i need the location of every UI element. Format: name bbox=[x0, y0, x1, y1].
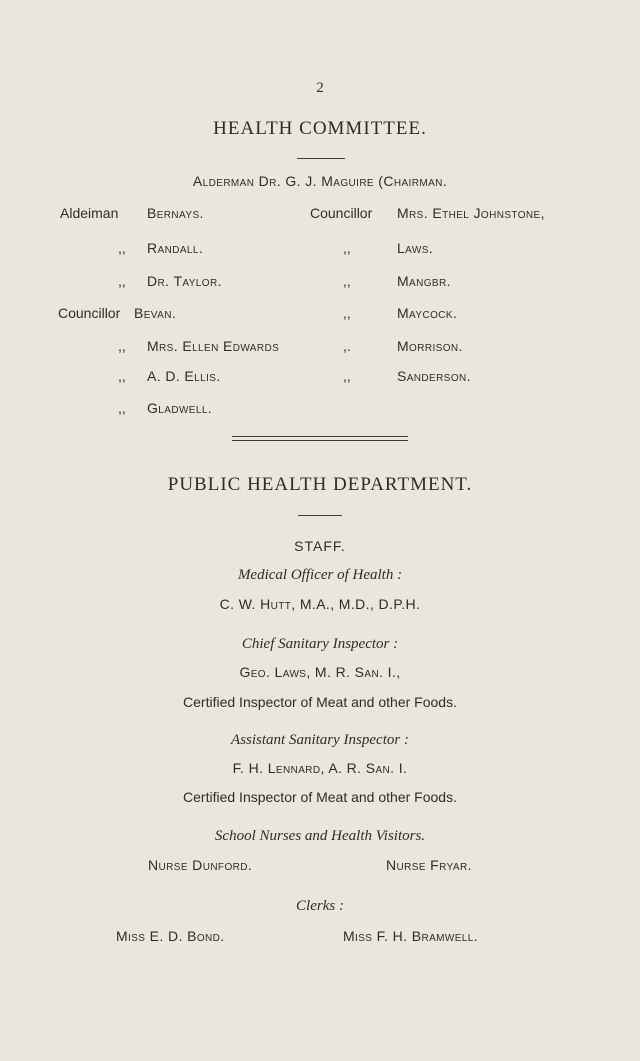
member-name: Mangbr. bbox=[397, 273, 451, 289]
ditto-mark: ,, bbox=[118, 240, 126, 256]
member-role: Councillor bbox=[58, 305, 121, 321]
member-name: Bevan. bbox=[134, 305, 177, 321]
member-name: Gladwell. bbox=[147, 400, 213, 416]
department-divider bbox=[298, 515, 342, 516]
ditto-mark: ,, bbox=[343, 240, 351, 256]
ditto-mark: ,. bbox=[343, 338, 351, 354]
committee-title: HEALTH COMMITTEE. bbox=[213, 118, 427, 139]
nurse-right: Nurse Fryar. bbox=[386, 857, 472, 873]
staff-heading: STAFF. bbox=[294, 538, 346, 554]
member-role: Aldeiman bbox=[60, 205, 119, 221]
member-name: Maycock. bbox=[397, 305, 458, 321]
asi-role: Assistant Sanitary Inspector : bbox=[231, 732, 409, 748]
ditto-mark: ,, bbox=[343, 305, 351, 321]
asi-note: Certified Inspector of Meat and other Foods. bbox=[183, 789, 457, 805]
ditto-mark: ,, bbox=[343, 368, 351, 384]
member-role: Councillor bbox=[310, 205, 373, 221]
nurses-role: School Nurses and Health Visitors. bbox=[214, 828, 426, 844]
clerk-right: Miss F. H. Bramwell. bbox=[343, 928, 479, 944]
moh-name: C. W. Hutt, M.A., M.D., D.P.H. bbox=[219, 596, 421, 612]
department-title: PUBLIC HEALTH DEPARTMENT. bbox=[167, 474, 473, 495]
member-name: Laws. bbox=[397, 240, 434, 256]
page-number: 2 bbox=[316, 80, 324, 96]
member-name: Mrs. Ethel Johnstone, bbox=[397, 205, 545, 221]
member-name: Bernays. bbox=[147, 205, 204, 221]
chairman-text: Alderman Dr. G. J. Maguire (Chairman. bbox=[192, 173, 448, 189]
csi-name: Geo. Laws, M. R. San. I., bbox=[239, 664, 401, 680]
member-name: Randall. bbox=[147, 240, 204, 256]
member-name: Sanderson. bbox=[397, 368, 471, 384]
csi-note: Certified Inspector of Meat and other Foods. bbox=[183, 694, 457, 710]
nurse-left: Nurse Dunford. bbox=[148, 857, 253, 873]
member-name: A. D. Ellis. bbox=[147, 368, 221, 384]
member-name: Dr. Taylor. bbox=[147, 273, 222, 289]
ditto-mark: ,, bbox=[343, 273, 351, 289]
member-name: Mrs. Ellen Edwards bbox=[147, 338, 280, 354]
member-name: Morrison. bbox=[397, 338, 463, 354]
clerks-role: Clerks : bbox=[296, 898, 344, 914]
ditto-mark: ,, bbox=[118, 400, 126, 416]
section-double-rule bbox=[232, 436, 408, 441]
clerk-left: Miss E. D. Bond. bbox=[116, 928, 225, 944]
chairman-line bbox=[0, 173, 640, 189]
ditto-mark: ,, bbox=[118, 273, 126, 289]
title-divider bbox=[297, 158, 345, 159]
csi-role: Chief Sanitary Inspector : bbox=[241, 636, 399, 652]
ditto-mark: ,, bbox=[118, 368, 126, 384]
moh-role: Medical Officer of Health : bbox=[237, 567, 403, 583]
ditto-mark: ,, bbox=[118, 338, 126, 354]
asi-name: F. H. Lennard, A. R. San. I. bbox=[232, 760, 408, 776]
